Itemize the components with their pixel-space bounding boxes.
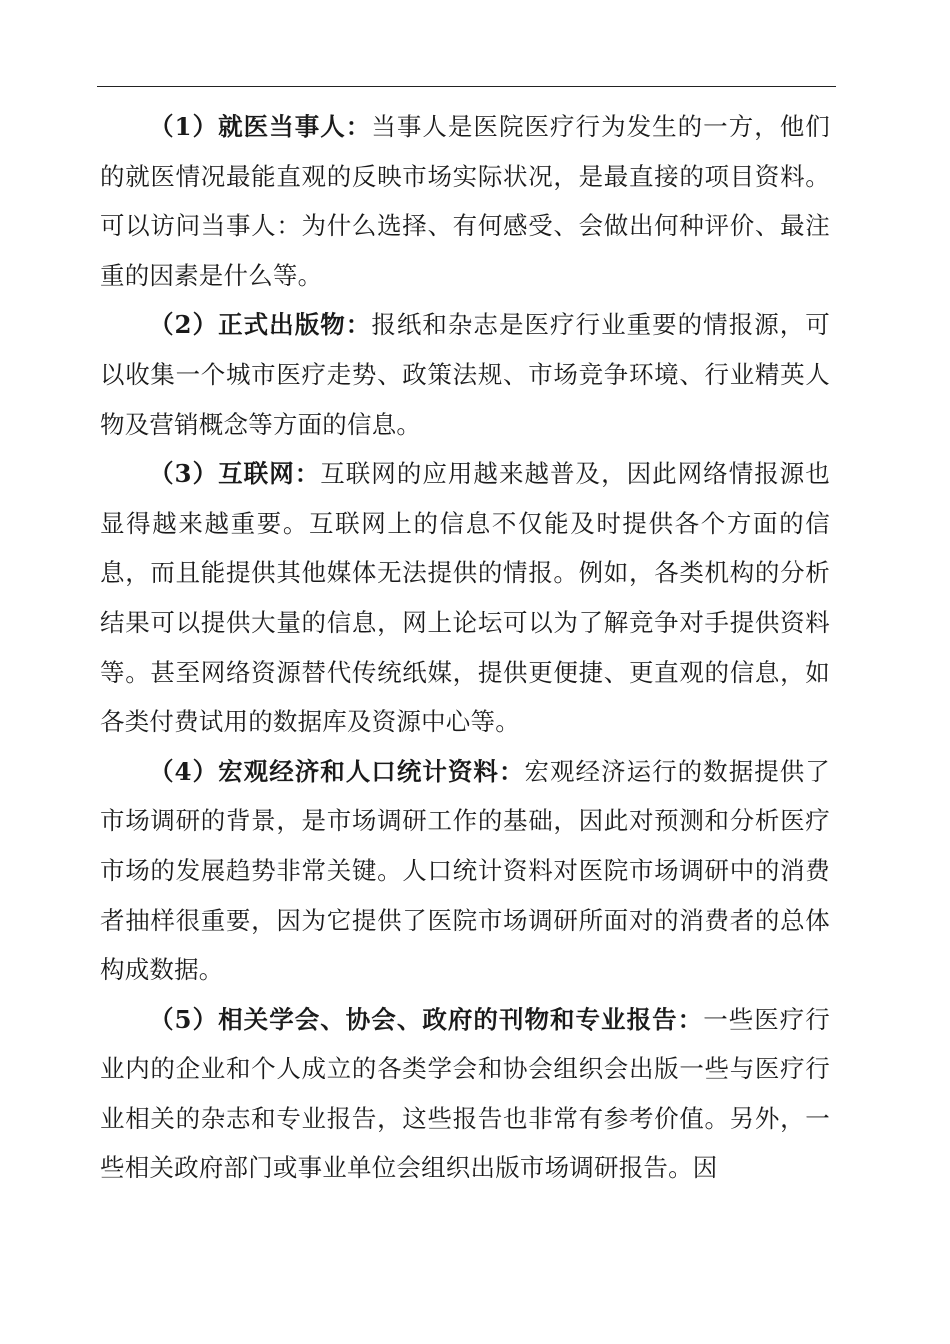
paragraph-internet	[100, 449, 830, 747]
document-body	[100, 102, 830, 1193]
paragraph-text: 报纸和杂志是医疗行业重要的情报源，可以收集一个城市医疗走势、政策法规、市场竞争环境、行业精英人物及营销概念等方面的信息。	[100, 310, 830, 439]
header-rule	[97, 86, 836, 87]
paragraph-text: 宏观经济运行的数据提供了市场调研的背景，是市场调研工作的基础，因此对预测和分析医疗市场的发展趋势非常关键。人口统计资料对医院市场调研中的消费者抽样很重要，因为它提供了医院市场调研所面对的消费者的总体构成数据。	[100, 756, 830, 985]
paragraph-publications	[100, 300, 830, 449]
paragraph-associations	[100, 995, 830, 1193]
paragraph-text: 当事人是医院医疗行为发生的一方，他们的就医情况最能直观的反映市场实际状况，是最直接的项目资料。可以访问当事人：为什么选择、有何感受、会做出何种评价、最注重的因素是什么等。	[100, 112, 830, 290]
paragraph-term: （3）互联网：	[149, 459, 321, 489]
paragraph-patients	[100, 102, 830, 300]
paragraph-term: （2）正式出版物：	[149, 310, 372, 340]
paragraph-text: 互联网的应用越来越普及，因此网络情报源也显得越来越重要。互联网上的信息不仅能及时提供各个方面的信息，而且能提供其他媒体无法提供的情报。例如，各类机构的分析结果可以提供大量的信息，网上论坛可以为了解竞争对手提供资料等。甚至网络资源替代传统纸媒，提供更便捷、更直观的信息，如各类付费试用的数据库及资源中心等。	[100, 459, 830, 737]
paragraph-text: 一些医疗行业内的企业和个人成立的各类学会和协会组织会出版一些与医疗行业相关的杂志和专业报告，这些报告也非常有参考价值。另外，一些相关政府部门或事业单位会组织出版市场调研报告。因	[100, 1004, 831, 1183]
paragraph-term: （5）相关学会、协会、政府的刊物和专业报告：	[149, 1004, 704, 1034]
paragraph-statistics	[100, 747, 830, 995]
paragraph-term: （4）宏观经济和人口统计资料：	[149, 756, 525, 786]
paragraph-term: （1）就医当事人：	[149, 112, 372, 141]
